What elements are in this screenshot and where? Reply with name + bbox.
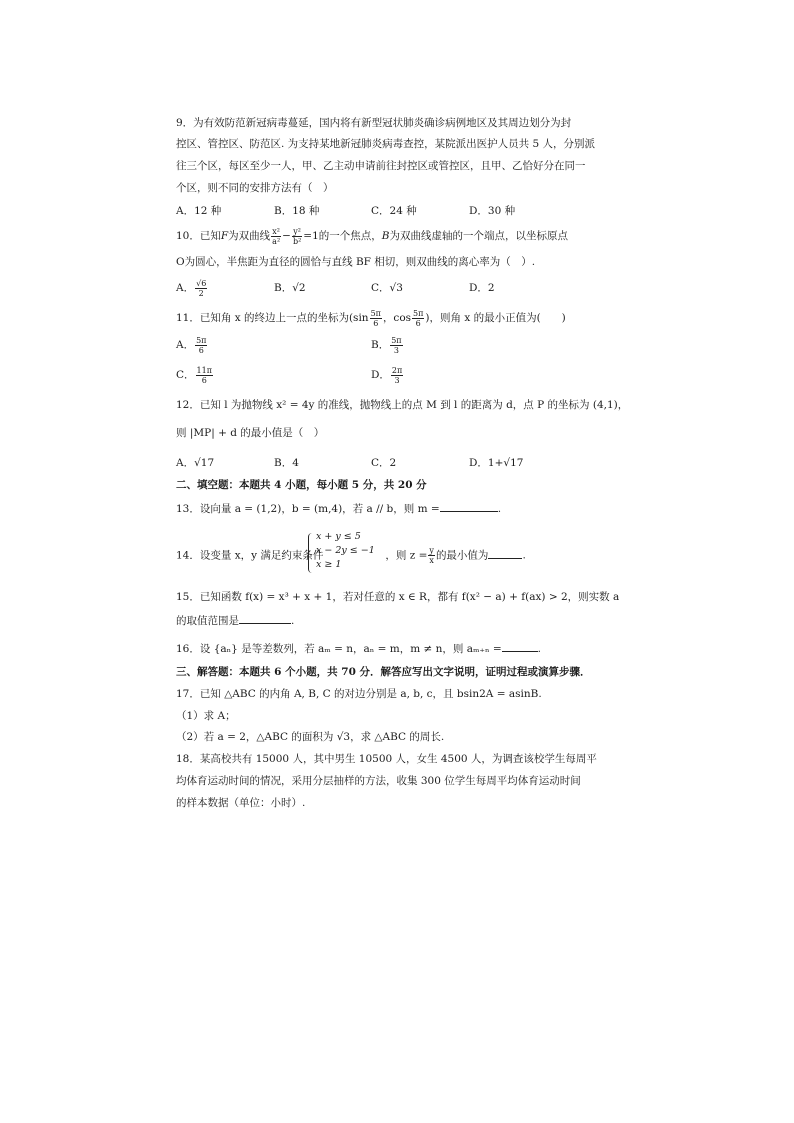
- section-3-heading: 三、解答题：本题共 6 个小题，共 70 分．解答应写出文字说明，证明过程或演算步骤．: [176, 666, 591, 678]
- q10-frac-y: [292, 227, 302, 246]
- q10-option-a-num: √6: [196, 278, 207, 288]
- q14-post: 的最小值为: [435, 549, 489, 562]
- q14-constraint-1: x + y ≤ 5: [316, 531, 361, 542]
- q10-option-a-label: A．: [176, 282, 195, 294]
- q10-frac-y-num: y²: [293, 226, 301, 236]
- q10-minus: −: [282, 230, 291, 242]
- q10-mid2: 的一个焦点，: [318, 230, 382, 242]
- q11-mid: ，cos: [382, 312, 412, 324]
- q11-option-d-label: D．: [371, 369, 390, 381]
- q14-brace: [308, 533, 315, 573]
- section-2-heading: 二、填空题：本题共 4 小题，每小题 5 分，共 20 分: [176, 479, 427, 491]
- q15-end: .: [291, 615, 295, 627]
- q11-option-c-frac: [196, 366, 213, 385]
- q17-line3: （2）若 a = 2，△ABC 的面积为 √3，求 △ABC 的周长.: [176, 731, 445, 743]
- q11-frac2-num: 5π: [413, 308, 424, 318]
- q12-line2: 则 |MP| + d 的最小值是（ ）: [176, 427, 325, 439]
- q11-option-b-label: B．: [371, 339, 390, 351]
- q9-line3: 往三个区，每区至少一人，甲、乙主动申请前往封控区或管控区，且甲、乙恰好分在同一: [176, 160, 586, 172]
- q11-option-b-frac: [390, 336, 402, 355]
- q14-answer-blank: [488, 548, 522, 559]
- q10-pre: 10．已知: [176, 230, 221, 242]
- q11-frac2-den: 6: [415, 318, 421, 328]
- q10-line1: [176, 224, 568, 248]
- q16-answer-blank: [502, 641, 538, 652]
- q12-option-d: D．1+√17: [469, 457, 524, 469]
- q18-line2: 均体育运动时间的情况，采用分层抽样的方法，收集 300 位学生每周平均体育运动时间: [176, 775, 581, 787]
- q10-b: B: [381, 230, 390, 242]
- q11-option-c-num: 11π: [196, 365, 212, 375]
- q12-line1: 12．已知 l 为抛物线 x² = 4y 的准线，抛物线上的点 M 到 l 的距离为 d，点 P 的坐标为 (4,1)，: [176, 399, 629, 411]
- q10-frac-x-den: a²: [272, 236, 281, 246]
- q15-line2-text: 的取值范围是: [176, 615, 239, 627]
- q13-end: .: [497, 503, 502, 515]
- q11-frac1-num: 5π: [370, 308, 381, 318]
- q10-f: F: [220, 230, 229, 242]
- q11-option-b: [371, 333, 404, 357]
- q12-option-c: C．2: [371, 457, 397, 469]
- q11-option-b-den: 3: [393, 345, 399, 355]
- q12-option-a: A．√17: [176, 457, 215, 469]
- q11-post: )，则角 x 的最小正值为( ): [425, 312, 566, 324]
- q11-option-d-frac: [391, 366, 403, 385]
- q10-option-a-den: 2: [198, 288, 204, 298]
- q10-line2: O为圆心，半焦距为直径的圆恰与直线 BF 相切，则双曲线的离心率为（ ）.: [176, 256, 536, 268]
- q10-eq1: =1: [303, 230, 319, 242]
- q10-option-b: B．√2: [274, 282, 306, 294]
- q9-line2: 控区、管控区、防范区. 为支持某地新冠肺炎病毒查控，某院派出医护人员共 5 人，分别派: [176, 138, 596, 150]
- q10-option-a: [176, 276, 208, 300]
- q13-answer-blank: [440, 501, 498, 512]
- q18-line1: 18．某高校共有 15000 人，其中男生 10500 人，女生 4500 人，为调查该校学生每周平: [176, 753, 597, 765]
- q14-constraint-2: x − 2y ≤ −1: [316, 545, 375, 556]
- q11-frac2: [412, 309, 424, 328]
- q11-option-c-label: C．: [176, 369, 195, 381]
- q9-option-d: D．30 种: [469, 205, 516, 217]
- q14-frac-den: x: [429, 556, 434, 565]
- q14-frac: [428, 546, 435, 565]
- q16-text: 16．设 {aₙ} 是等差数列，若 aₘ = n，aₙ = m，m ≠ n，则 aₘ₊ₙ =: [176, 643, 502, 655]
- q10-frac-x: [271, 227, 281, 246]
- q11-option-c-den: 6: [201, 375, 207, 385]
- q10-option-c: C．√3: [371, 282, 403, 294]
- q10-mid3: 为双曲线虚轴的一个端点，以坐标原点: [389, 230, 568, 242]
- q11-option-b-num: 5π: [391, 335, 402, 345]
- q12-option-b: B．4: [274, 457, 299, 469]
- q16-end: .: [537, 643, 541, 655]
- q10-frac-x-num: x²: [272, 226, 281, 236]
- q9-option-c: C．24 种: [371, 205, 417, 217]
- q10-option-d: D．2: [469, 282, 495, 294]
- q14-frac-num: y: [429, 546, 434, 555]
- q11-frac1: [370, 309, 382, 328]
- q16-line: [176, 641, 541, 656]
- q11-option-d: [371, 363, 404, 387]
- q14-pre: 14．设变量 x，y 满足约束条件: [176, 549, 324, 562]
- q17-line2: （1）求 A；: [176, 710, 236, 722]
- q11-option-d-num: 2π: [391, 365, 403, 375]
- q15-line1: 15．已知函数 f(x) = x³ + x + 1，若对任意的 x ∈ R，都有 f(x² − a) + f(ax) > 2，则实数 a: [176, 591, 620, 603]
- q14-mid: ，则 z =: [385, 549, 428, 562]
- q9-option-b: B．18 种: [274, 205, 320, 217]
- q11-pre: 11．已知角 x 的终边上一点的坐标为(sin: [176, 312, 369, 324]
- q11-option-a-num: 5π: [196, 335, 207, 345]
- q11-option-a-label: A．: [176, 339, 195, 351]
- q11-option-c: [176, 363, 214, 387]
- q18-line3: 的样本数据（单位：小时）.: [176, 797, 306, 809]
- q14-end: .: [522, 549, 526, 562]
- q17-line1: 17．已知 △ABC 的内角 A, B, C 的对边分别是 a, b, c，且 bsin2A = asinB.: [176, 688, 542, 700]
- q15-answer-blank: [239, 613, 291, 624]
- q15-line2: [176, 613, 294, 628]
- q13-line: [176, 501, 501, 516]
- q14-constraint-3: x ≥ 1: [316, 559, 342, 570]
- q11-option-a: [176, 333, 208, 357]
- q11-option-a-frac: [195, 336, 207, 355]
- q9-option-a: A．12 种: [176, 205, 222, 217]
- q10-mid1: 为双曲线: [228, 230, 271, 242]
- q11-option-d-den: 3: [394, 375, 400, 385]
- q9-line1: 9．为有效防范新冠病毒蔓延，国内将有新型冠状肺炎确诊病例地区及其周边划分为封: [176, 117, 572, 129]
- q9-line4: 个区，则不同的安排方法有（ ）: [176, 182, 334, 194]
- q10-option-a-frac: [195, 279, 207, 298]
- q11-frac1-den: 6: [373, 318, 379, 328]
- q10-frac-y-den: b²: [292, 236, 302, 246]
- q11-option-a-den: 6: [198, 345, 204, 355]
- q11-line1: [176, 306, 566, 330]
- q13-text: 13．设向量 a = (1,2)，b = (m,4)，若 a // b，则 m =: [176, 503, 440, 515]
